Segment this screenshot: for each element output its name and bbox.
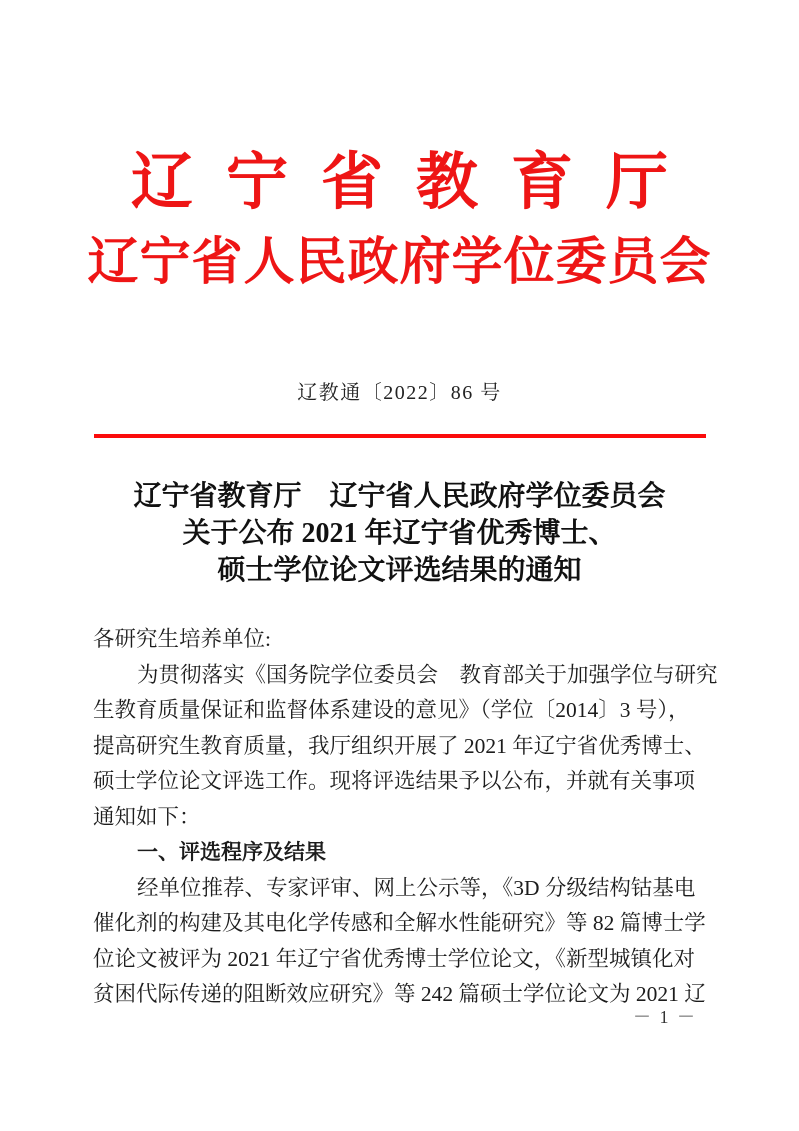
body-line: 通知如下：: [93, 804, 201, 829]
document-title-line-1: 辽宁省教育厅 辽宁省人民政府学位委员会: [133, 481, 666, 512]
body-line: 催化剂的构建及其电化学传感和全解水性能研究》等 82 篇博士学: [93, 911, 706, 935]
document-number: 辽教通〔2022〕86 号: [297, 382, 502, 404]
org-name-primary: 辽宁省教育厅: [130, 149, 701, 217]
body-line: 提高研究生教育质量，我厅组织开展了 2021 年辽宁省优秀博士、: [93, 733, 706, 758]
org-name-secondary: 辽宁省人民政府学位委员会: [87, 235, 712, 291]
body-line: 经单位推荐、专家评审、网上公示等，《3D 分级结构钴基电: [137, 875, 696, 900]
section-heading: 一、评选程序及结果: [137, 841, 326, 864]
document-title-line-3: 硕士学位论文评选结果的通知: [217, 555, 582, 586]
body-line: 硕士学位论文评选工作。现将评选结果予以公布，并就有关事项: [93, 769, 696, 793]
body-line: 位论文被评为 2021 年辽宁省优秀博士学位论文，《新型城镇化对: [93, 946, 696, 971]
document-body: [93, 622, 718, 1013]
document-title-line-2: 关于公布 2021 年辽宁省优秀博士、: [182, 518, 617, 549]
page-number: － 1 －: [633, 1007, 697, 1027]
salutation: 各研究生培养单位:: [93, 627, 271, 651]
letterhead: [0, 150, 799, 292]
body-line: 为贯彻落实《国务院学位委员会 教育部关于加强学位与研究: [137, 662, 718, 687]
body-line: 生教育质量保证和监督体系建设的意见》（学位〔2014〕3 号），: [93, 698, 690, 722]
red-divider-rule: [94, 434, 706, 438]
document-title: [0, 478, 799, 589]
body-line: 贫困代际传递的阻断效应研究》等 242 篇硕士学位论文为 2021 辽: [93, 982, 706, 1006]
